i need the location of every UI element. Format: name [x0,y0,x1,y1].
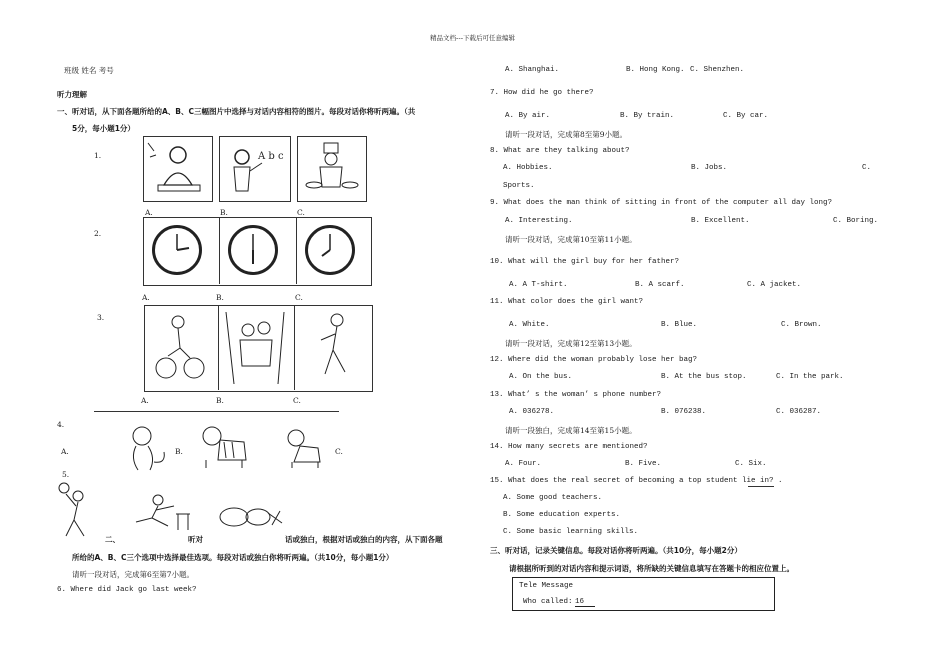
q10-option-a: A. A T-shirt. [509,281,568,289]
q3-option-b: B. [216,396,224,405]
part3-title: 三、听对话，记录关键信息。每段对话你将听两遍。（共10分，每小题2分） [490,546,742,555]
q9-option-c: C. Boring. [833,217,879,225]
q4-option-a: A. [61,447,69,456]
q15-stem: 15. What does the real secret of becoming a top student lie in? [490,477,774,485]
q8-option-c-text: Sports. [503,182,535,190]
clock-c-icon [305,225,355,275]
part2-label: 二、 [105,535,120,544]
q12-option-a: A. On the bus. [509,373,573,381]
q11-option-b: B. Blue. [661,321,698,329]
section-title: 听力理解 [57,90,87,99]
q1-picture-a [143,136,213,202]
q8-option-a: A. Hobbies. [503,164,553,172]
q8-option-b: B. Jobs. [691,164,728,172]
q10-option-c: C. A jacket. [747,281,802,289]
q3-divider-2 [294,305,295,390]
q15-option-b: B. Some education experts. [503,511,621,519]
part2-label-listen: 听对 [188,535,203,544]
q6-option-c: C. Shenzhen. [690,66,745,74]
q2-number: 2. [94,229,102,238]
q2-divider-1 [219,217,220,284]
part2-instruction-line2: 所给的A、B、C三个选项中选择最佳选项。每段对话或独白你将听两遍。（共10分，每小题1分） [72,553,394,562]
listen-instruction-10-11: 请听一段对话，完成第10至第11小题。 [505,235,637,244]
q10-stem: 10. What will the girl buy for her father? [490,258,680,266]
q1-option-b: B. [220,208,228,217]
q15-blank [748,486,774,487]
q3-divider-1 [218,305,219,390]
clock-b-icon [228,225,278,275]
who-called-blank[interactable]: 16 [575,598,595,607]
dancers-icon [218,503,284,531]
q2-option-a: A. [142,293,150,302]
divider-line [94,411,339,412]
q12-option-c: C. In the park. [776,373,844,381]
q1-number: 1. [94,151,102,160]
q1-option-c: C. [297,208,305,217]
q2-option-c: C. [295,293,303,302]
monkey-icon [120,424,170,474]
q6-option-a: A. Shanghai. [505,66,560,74]
q8-option-c: C. [862,164,872,172]
q13-option-c: C. 036287. [776,408,822,416]
q7-option-b: B. By train. [620,112,675,120]
part1-instruction-line2: 5分，每小题1分） [72,124,135,133]
q3-number: 3. [97,313,105,322]
tiger-icon [198,424,254,470]
q14-stem: 14. How many secrets are mentioned? [490,443,648,451]
part2-instruction-line1: 话或独白，根据对话或独白的内容，从下面各题 [285,535,443,544]
listen-instruction-12-13: 请听一段对话，完成第12至第13小题。 [505,339,637,348]
q6-stem: 6. Where did Jack go last week? [57,586,197,594]
woman-desk-icon [144,137,212,201]
teacher-board-icon [220,137,290,201]
q3-option-a: A. [141,396,149,405]
q4-option-c: C. [335,447,343,456]
q5-number: 5. [62,470,70,479]
q1-picture-c [297,136,367,202]
cyclist-icon [150,312,210,384]
q13-stem: 13. What’ s the woman’ s phone number? [490,391,662,399]
basketball-player-icon [56,482,98,540]
q10-option-b: B. A scarf. [635,281,685,289]
q14-option-a: A. Four. [505,460,542,468]
q15-option-c: C. Some basic learning skills. [503,528,639,536]
part3-instruction: 请根据所听到的对话内容和提示词语，将所缺的关键信息填写在答题卡的相应位置上。 [509,564,794,573]
q11-option-a: A. White. [509,321,550,329]
q15-option-a: A. Some good teachers. [503,494,603,502]
tele-message-box [512,577,775,611]
part1-instruction-line1: 一、听对话，从下面各题所给的A、B、C三幅图片中选择与对话内容相符的图片。每段对话你将听两遍。（共 [57,107,416,116]
q2-option-b: B. [216,293,224,302]
q13-option-a: A. 036278. [509,408,555,416]
q7-stem: 7. How did he go there? [490,89,594,97]
q1-option-a: A. [145,208,153,217]
q9-option-b: B. Excellent. [691,217,750,225]
q1-picture-b [219,136,291,202]
q6-option-b: B. Hong Kong. [626,66,685,74]
student-info: 班级 姓名 考号 [64,66,114,75]
q8-stem: 8. What are they talking about? [490,147,630,155]
q14-option-b: B. Five. [625,460,662,468]
tele-message-title: Tele Message [519,582,574,590]
who-called-label: Who called: [523,598,573,606]
q4-number: 4. [57,420,65,429]
q11-option-c: C. Brown. [781,321,822,329]
q11-stem: 11. What color does the girl want? [490,298,644,306]
listen-instruction-8-9: 请听一段对话，完成第8至第9小题。 [505,130,628,139]
clock-a-icon [152,225,202,275]
q2-divider-2 [296,217,297,284]
q14-option-c: C. Six. [735,460,767,468]
q7-option-c: C. By car. [723,112,769,120]
bus-passengers-icon [224,310,288,386]
q13-option-b: B. 076238. [661,408,707,416]
q7-option-a: A. By air. [505,112,551,120]
q3-option-c: C. [293,396,301,405]
q12-option-b: B. At the bus stop. [661,373,747,381]
hurdler-icon [128,492,198,532]
cook-icon [298,137,366,201]
q4-option-b: B. [175,447,183,456]
svg-text:A b c: A b c [258,151,284,162]
listen-instruction-6-7: 请听一段对话，完成第6至第7小题。 [72,570,195,579]
q9-stem: 9. What does the man think of sitting in front of the computer all day long? [490,199,833,207]
q12-stem: 12. Where did the woman probably lose her bag? [490,356,698,364]
page-header: 精品文档---下载后可任意编辑 [430,34,516,42]
q15-period: . [778,477,783,485]
q9-option-a: A. Interesting. [505,217,573,225]
listen-instruction-14-15: 请听一段独白，完成第14至第15小题。 [505,426,637,435]
walking-woman-icon [305,310,361,386]
dog-icon [278,426,328,470]
